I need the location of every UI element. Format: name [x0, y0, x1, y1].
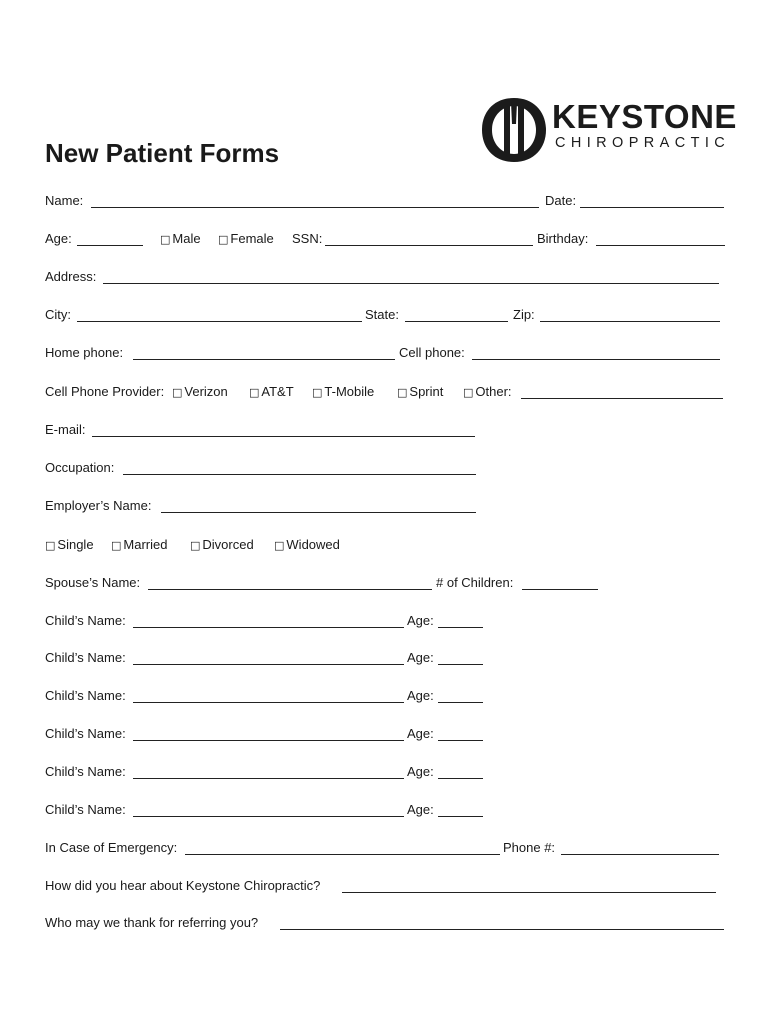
sprint-label: Sprint [409, 384, 444, 399]
married-label: Married [123, 537, 168, 552]
verizon-option[interactable] [172, 384, 228, 401]
home-phone-label: Home phone: [45, 345, 124, 360]
child-name-label: Child’s Name: [45, 613, 126, 628]
child-age-field[interactable] [438, 627, 483, 628]
checkbox-icon[interactable]: □ [160, 233, 171, 246]
keystone-logo-icon [480, 94, 548, 166]
male-label: Male [172, 231, 201, 246]
checkbox-icon[interactable]: □ [312, 386, 323, 399]
checkbox-icon[interactable]: □ [249, 386, 260, 399]
male-option[interactable] [160, 231, 201, 248]
page-title: New Patient Forms [45, 138, 280, 168]
checkbox-icon[interactable]: □ [218, 233, 229, 246]
city-field[interactable] [77, 321, 362, 322]
keystone-logo [480, 94, 737, 166]
widowed-label: Widowed [286, 537, 340, 552]
checkbox-icon[interactable]: □ [397, 386, 408, 399]
employer-field[interactable] [161, 512, 476, 513]
child-name-field[interactable] [133, 627, 404, 628]
referral-field[interactable] [280, 929, 724, 930]
email-field[interactable] [92, 436, 475, 437]
cell-phone-field[interactable] [472, 359, 720, 360]
cell-phone-label: Cell phone: [399, 345, 465, 360]
occupation-label: Occupation: [45, 460, 115, 475]
children-field[interactable] [522, 589, 598, 590]
child-name-label: Child’s Name: [45, 650, 126, 665]
child-name-field[interactable] [133, 740, 404, 741]
child-age-field[interactable] [438, 702, 483, 703]
female-label: Female [230, 231, 274, 246]
city-label: City: [45, 307, 71, 322]
checkbox-icon[interactable]: □ [45, 539, 56, 552]
hear-about-label: How did you hear about Keystone Chiropractic? [45, 878, 321, 893]
child-age-field[interactable] [438, 740, 483, 741]
checkbox-icon[interactable]: □ [172, 386, 183, 399]
child-name-label: Child’s Name: [45, 802, 126, 817]
employer-label: Employer’s Name: [45, 498, 152, 513]
state-label: State: [365, 307, 399, 322]
att-option[interactable] [249, 384, 294, 401]
other-label: Other: [475, 384, 512, 399]
brand-tagline: CHIROPRACTIC [555, 135, 731, 151]
married-option[interactable] [111, 537, 167, 554]
child-age-label: Age: [407, 726, 434, 741]
female-option[interactable] [218, 231, 274, 248]
ssn-label: SSN: [292, 231, 323, 246]
child-age-field[interactable] [438, 816, 483, 817]
child-age-label: Age: [407, 802, 434, 817]
birthday-field[interactable] [596, 245, 725, 246]
tmobile-label: T-Mobile [324, 384, 375, 399]
child-age-field[interactable] [438, 778, 483, 779]
spouse-field[interactable] [148, 589, 432, 590]
emergency-phone-field[interactable] [561, 854, 719, 855]
child-name-label: Child’s Name: [45, 688, 126, 703]
other-option[interactable] [463, 384, 512, 401]
address-label: Address: [45, 269, 97, 284]
home-phone-field[interactable] [133, 359, 395, 360]
other-provider-field[interactable] [521, 398, 723, 399]
ssn-field[interactable] [325, 245, 533, 246]
age-label: Age: [45, 231, 72, 246]
child-age-label: Age: [407, 764, 434, 779]
child-name-label: Child’s Name: [45, 726, 126, 741]
occupation-field[interactable] [123, 474, 476, 475]
zip-label: Zip: [513, 307, 535, 322]
child-name-field[interactable] [133, 816, 404, 817]
single-option[interactable] [45, 537, 94, 554]
att-label: AT&T [261, 384, 294, 399]
checkbox-icon[interactable]: □ [190, 539, 201, 552]
brand-name: KEYSTONE [552, 98, 737, 135]
hear-about-field[interactable] [342, 892, 716, 893]
children-label: # of Children: [436, 575, 514, 590]
child-name-field[interactable] [133, 664, 404, 665]
verizon-label: Verizon [184, 384, 228, 399]
single-label: Single [57, 537, 94, 552]
emergency-field[interactable] [185, 854, 500, 855]
name-field[interactable] [91, 207, 539, 208]
tmobile-option[interactable] [312, 384, 374, 401]
state-field[interactable] [405, 321, 508, 322]
checkbox-icon[interactable]: □ [111, 539, 122, 552]
child-age-field[interactable] [438, 664, 483, 665]
referral-label: Who may we thank for referring you? [45, 915, 259, 930]
divorced-label: Divorced [202, 537, 254, 552]
spouse-label: Spouse’s Name: [45, 575, 141, 590]
date-label: Date: [545, 193, 577, 208]
checkbox-icon[interactable]: □ [463, 386, 474, 399]
checkbox-icon[interactable]: □ [274, 539, 285, 552]
sprint-option[interactable] [397, 384, 443, 401]
widowed-option[interactable] [274, 537, 340, 554]
email-label: E-mail: [45, 422, 86, 437]
child-name-field[interactable] [133, 778, 404, 779]
child-age-label: Age: [407, 650, 434, 665]
child-name-field[interactable] [133, 702, 404, 703]
divorced-option[interactable] [190, 537, 254, 554]
emergency-label: In Case of Emergency: [45, 840, 178, 855]
name-label: Name: [45, 193, 84, 208]
age-field[interactable] [77, 245, 143, 246]
address-field[interactable] [103, 283, 719, 284]
zip-field[interactable] [540, 321, 720, 322]
cell-provider-label: Cell Phone Provider: [45, 384, 165, 399]
child-age-label: Age: [407, 613, 434, 628]
phone-num-label: Phone #: [503, 840, 556, 855]
child-age-label: Age: [407, 688, 434, 703]
birthday-label: Birthday: [537, 231, 589, 246]
date-field[interactable] [580, 207, 724, 208]
child-name-label: Child’s Name: [45, 764, 126, 779]
